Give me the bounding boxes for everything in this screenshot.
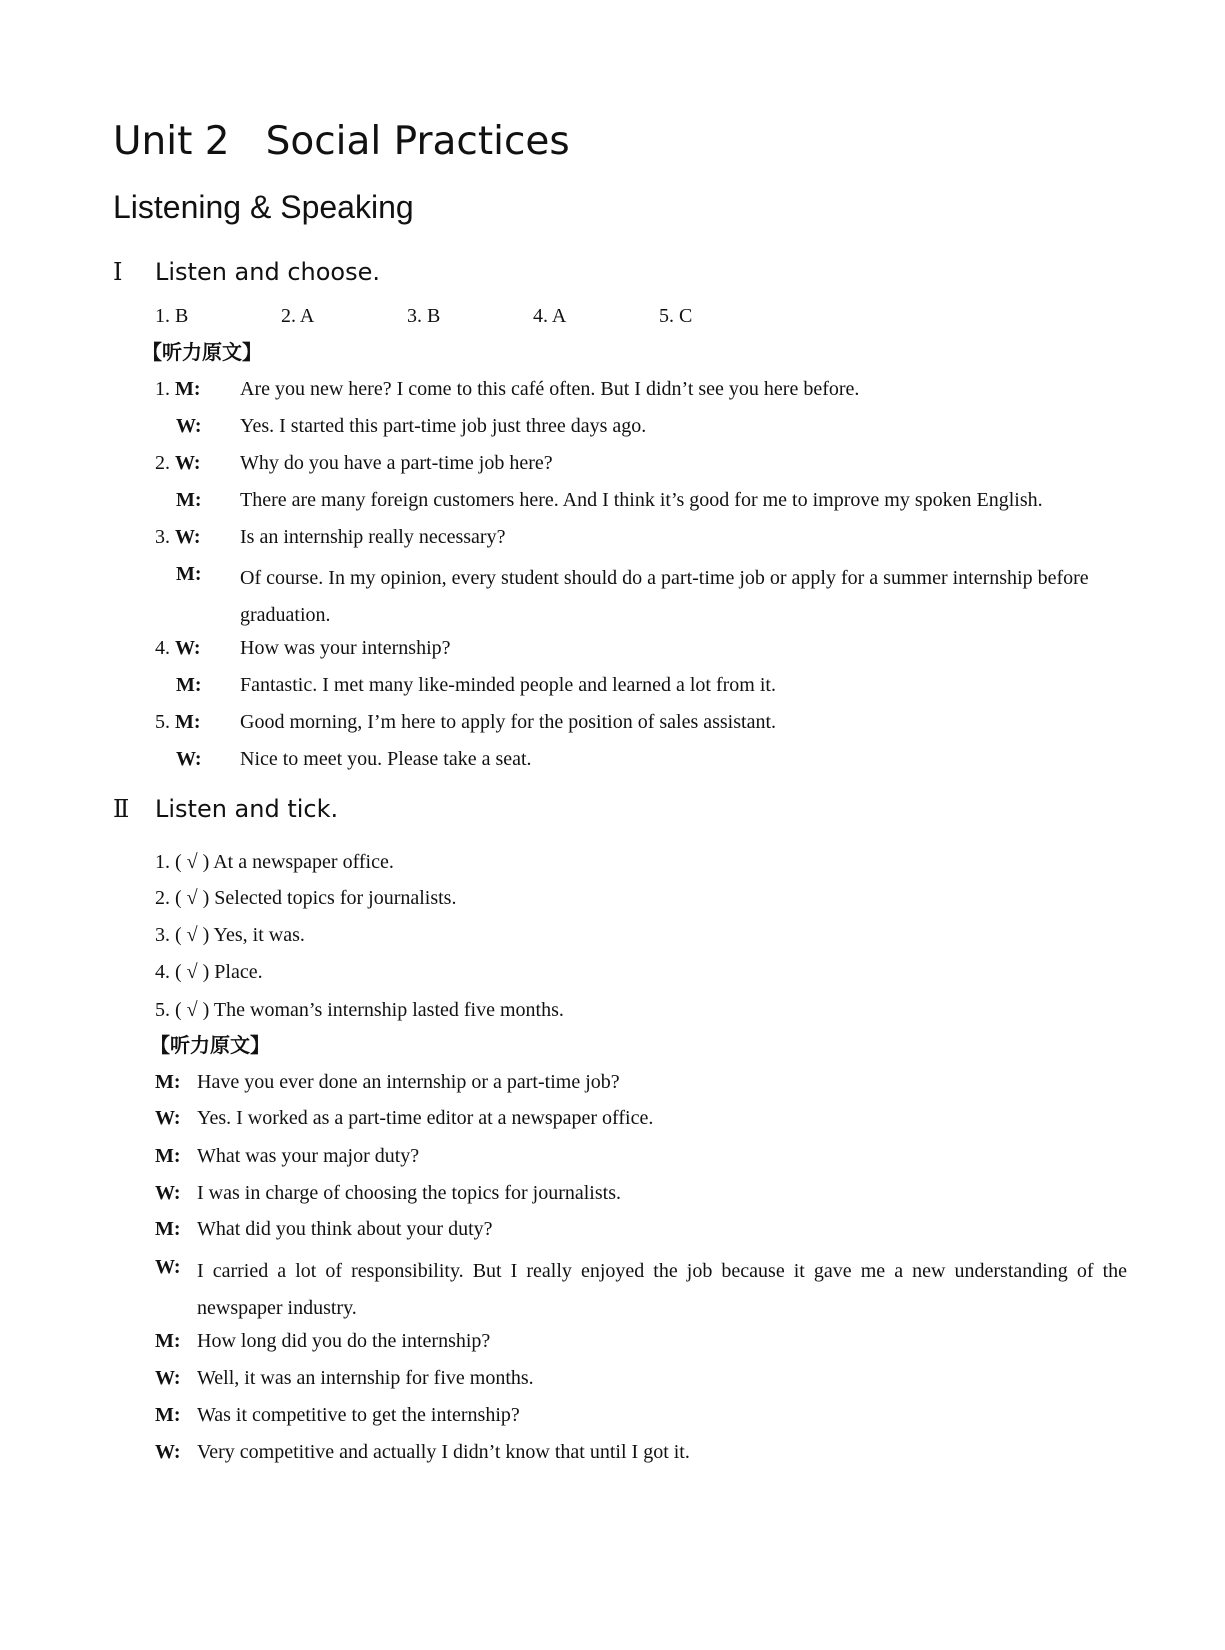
speaker-label: M:: [155, 1218, 181, 1240]
dialogue-number: 5. M:: [155, 711, 201, 733]
tick-answer: 4. ( √ ) Place.: [155, 961, 263, 983]
speaker-label: W:: [155, 1441, 181, 1463]
tick-answer: 5. ( √ ) The woman’s internship lasted five months.: [155, 999, 564, 1021]
speaker-label: M:: [175, 711, 201, 733]
answer-item: 3. B: [407, 305, 441, 327]
speaker-label: W:: [175, 637, 201, 659]
part1-answers: [155, 302, 785, 330]
dialogue-line: I was in charge of choosing the topics for journalists.: [197, 1182, 621, 1204]
tick-answer: 2. ( √ ) Selected topics for journalists.: [155, 887, 457, 909]
tick-answer: 1. ( √ ) At a newspaper office.: [155, 851, 394, 873]
dialogue-line: Is an internship really necessary?: [240, 526, 506, 548]
dialogue-number: 3. W:: [155, 526, 201, 548]
dialogue-number: 2. W:: [155, 452, 201, 474]
speaker-label: M:: [175, 378, 201, 400]
speaker-label: M:: [155, 1145, 181, 1167]
speaker-label: W:: [155, 1107, 181, 1129]
part2-numeral: Ⅱ: [113, 795, 130, 823]
speaker-label: M:: [155, 1071, 181, 1093]
speaker-label: W:: [176, 748, 202, 770]
tick-answer: 3. ( √ ) Yes, it was.: [155, 924, 305, 946]
dialogue-line: How long did you do the internship?: [197, 1330, 491, 1352]
dialogue-line: Yes. I started this part-time job just three days ago.: [240, 415, 647, 437]
speaker-label: W:: [155, 1367, 181, 1389]
dialogue-line: Very competitive and actually I didn’t know that until I got it.: [197, 1441, 690, 1463]
speaker-label: W:: [155, 1182, 181, 1204]
answer-item: 4. A: [533, 305, 567, 327]
dialogue-line: Fantastic. I met many like-minded people and learned a lot from it.: [240, 674, 776, 696]
dialogue-line: There are many foreign customers here. And I think it’s good for me to improve my spoken English.: [240, 489, 1043, 511]
speaker-label: W:: [176, 415, 202, 437]
dialogue-line: Have you ever done an internship or a part-time job?: [197, 1071, 620, 1093]
dialogue-line: What was your major duty?: [197, 1145, 420, 1167]
part1-title: Listen and choose.: [155, 258, 381, 286]
dialogue-number: 4. W:: [155, 637, 201, 659]
dialogue-line: Well, it was an internship for five months.: [197, 1367, 534, 1389]
speaker-label: M:: [176, 563, 202, 585]
answer-item: 5. C: [659, 305, 693, 327]
speaker-label: W:: [175, 526, 201, 548]
dialogue-line: Of course. In my opinion, every student should do a part-time job or apply for a summer internship before graduation.: [240, 567, 1089, 626]
dialogue-number: 1. M:: [155, 378, 201, 400]
speaker-label: M:: [155, 1330, 181, 1352]
section-title: Listening & Speaking: [113, 189, 414, 225]
part2-heading: [113, 793, 338, 825]
dialogue-line: Good morning, I’m here to apply for the position of sales assistant.: [240, 711, 777, 733]
unit-title: [113, 118, 570, 166]
dialogue-line: How was your internship?: [240, 637, 451, 659]
speaker-label: M:: [176, 489, 202, 511]
speaker-label: W:: [175, 452, 201, 474]
dialogue-line: Was it competitive to get the internship?: [197, 1404, 520, 1426]
dialogue-line: What did you think about your duty?: [197, 1218, 493, 1240]
unit-name: Social Practices: [265, 119, 570, 164]
answer-item: 1. B: [155, 305, 189, 327]
part1-transcript-label: 【听力原文】: [142, 340, 262, 364]
dialogue-line: Nice to meet you. Please take a seat.: [240, 748, 532, 770]
dialogue-line: Yes. I worked as a part-time editor at a newspaper office.: [197, 1107, 654, 1129]
dialogue-line: Why do you have a part-time job here?: [240, 452, 553, 474]
speaker-label: M:: [176, 674, 202, 696]
answer-item: 2. A: [281, 305, 315, 327]
part2-title: Listen and tick.: [155, 795, 339, 823]
part1-numeral: Ⅰ: [113, 258, 123, 286]
dialogue-line: I carried a lot of responsibility. But I really enjoyed the job because it gave me a new understanding of the newspaper industry.: [197, 1260, 1127, 1319]
speaker-label: W:: [155, 1256, 181, 1278]
unit-label: Unit 2: [113, 119, 230, 164]
speaker-label: M:: [155, 1404, 181, 1426]
part2-transcript-label: 【听力原文】: [150, 1033, 270, 1057]
dialogue-line: Are you new here? I come to this café often. But I didn’t see you here before.: [240, 378, 860, 400]
part1-heading: [113, 256, 380, 288]
